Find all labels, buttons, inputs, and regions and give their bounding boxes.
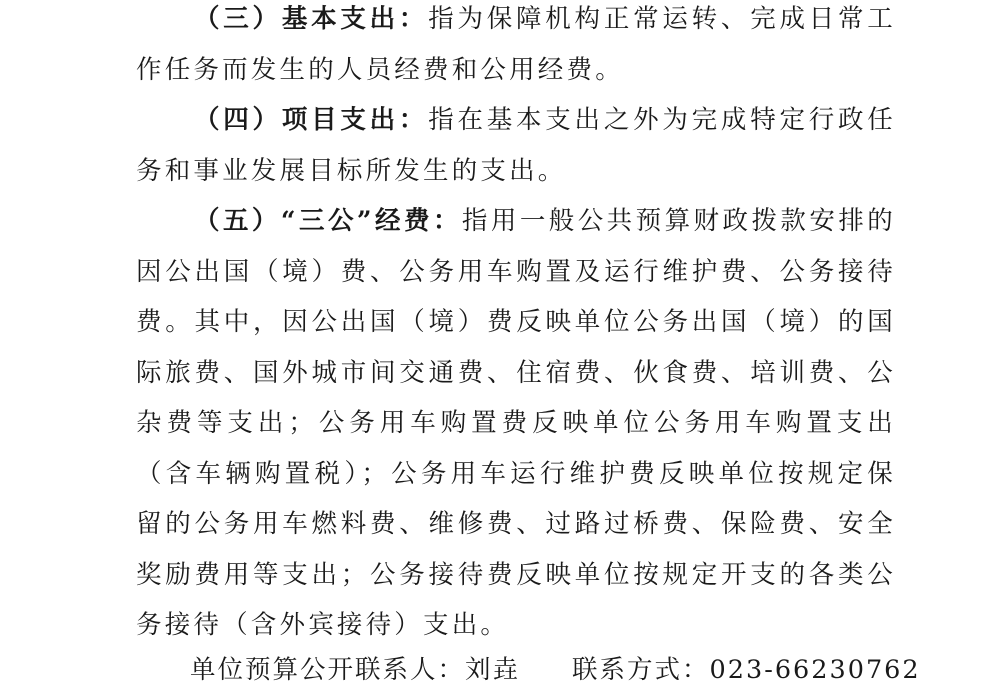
contact-person-label: 单位预算公开联系人： xyxy=(190,655,466,685)
paragraph-three-public-funds xyxy=(136,196,896,651)
paragraph-body: 指为保障机构正常运转、完成日常工作任务而发生的人员经费和公用经费。 xyxy=(136,4,896,85)
paragraph-heading: （三）基本支出： xyxy=(194,4,429,34)
contact-method-label: 联系方式： xyxy=(572,655,710,685)
paragraph-heading: （五）“三公”经费： xyxy=(194,206,462,236)
contact-phone: 023-66230762 xyxy=(709,655,921,685)
paragraph-body: 指用一般公共预算财政拨款安排的因公出国（境）费、公务用车购置及运行维护费、公务接待费。其中，因公出国（境）费反映单位公务出国（境）的国际旅费、国外城市间交通费、住宿费、伙食费、培训费、公杂费等支出；公务用车购置费反映单位公务用车购置支出（含车辆购置税）；公务用车运行维护费反映单位按规定保留的公务用车燃料费、维修费、过路过桥费、保险费、安全奖励费用等支出；公务接待费反映单位按规定开支的各类公务接待（含外宾接待）支出。 xyxy=(136,206,896,640)
paragraph-project-expenditure xyxy=(136,95,896,196)
paragraph-body: 指在基本支出之外为完成特定行政任务和事业发展目标所发生的支出。 xyxy=(136,105,896,186)
contact-line xyxy=(190,650,921,690)
paragraph-heading: （四）项目支出： xyxy=(194,105,429,135)
contact-person-name: 刘垚 xyxy=(465,655,521,685)
paragraph-basic-expenditure xyxy=(136,0,896,95)
